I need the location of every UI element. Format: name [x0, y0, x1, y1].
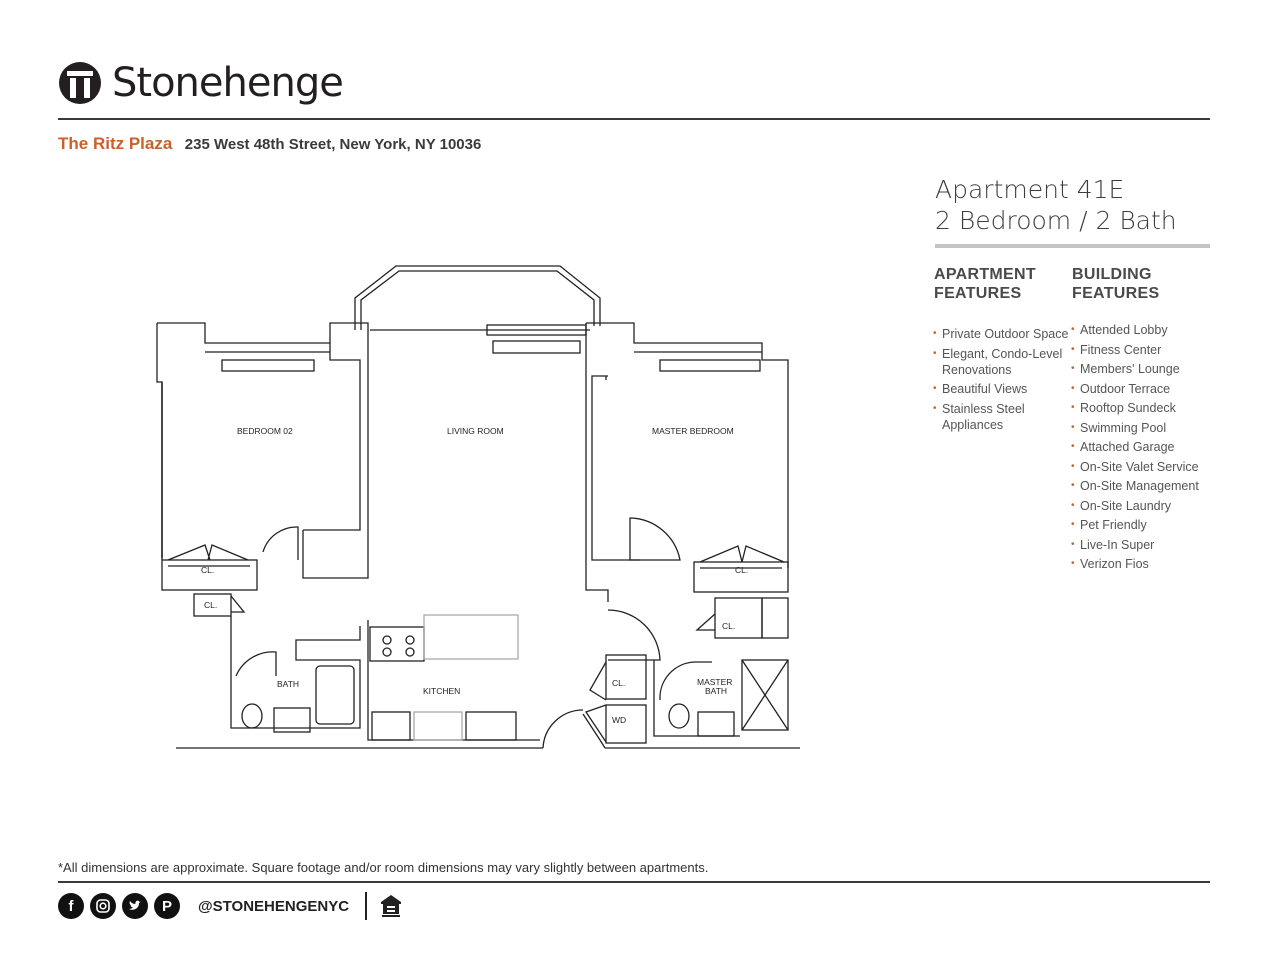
equal-housing-icon: [379, 893, 403, 919]
room-label-bath: BATH: [277, 679, 300, 689]
apartment-features-heading-line2: FEATURES: [934, 285, 1022, 302]
room-label-master-bedroom: MASTER BEDROOM: [652, 426, 734, 436]
facebook-icon[interactable]: f: [58, 893, 84, 919]
brand-name: Stonehenge: [112, 60, 343, 106]
header-divider: [58, 118, 1210, 120]
apartment-unit: Apartment 41E: [935, 175, 1125, 204]
list-item: • On-Site Management: [1072, 478, 1210, 494]
room-label-closet: CL.: [722, 621, 736, 631]
building-name: The Ritz Plaza: [58, 134, 173, 153]
building-features-heading: [1072, 265, 1159, 303]
list-item: • On-Site Laundry: [1072, 498, 1210, 514]
room-label-closet: CL.: [201, 565, 215, 575]
room-label-master-bath-line1: MASTER: [697, 677, 733, 687]
footer-separator: [365, 892, 367, 920]
list-item: • Verizon Fios: [1072, 556, 1210, 572]
room-label-bedroom-02: BEDROOM 02: [237, 426, 293, 436]
building-features-heading-line2: FEATURES: [1072, 285, 1160, 302]
list-item: • Elegant, Condo-Level Renovations: [934, 346, 1069, 378]
building-features-heading-line1: BUILDING: [1072, 266, 1152, 283]
apartment-title-divider: [935, 244, 1210, 248]
brand-logo: [58, 58, 343, 108]
stonehenge-logo-icon: [58, 61, 102, 105]
room-label-closet: CL.: [612, 678, 626, 688]
social-bar: [58, 892, 403, 920]
list-item: • On-Site Valet Service: [1072, 459, 1210, 475]
room-label-living-room: LIVING ROOM: [447, 426, 504, 436]
apartment-features-list: [934, 326, 1069, 436]
list-item: • Live-In Super: [1072, 537, 1210, 553]
social-handle[interactable]: @STONEHENGENYC: [198, 897, 350, 915]
building-features-list: [1072, 322, 1210, 576]
pinterest-icon[interactable]: P: [154, 893, 180, 919]
list-item: • Pet Friendly: [1072, 517, 1210, 533]
list-item: • Members' Lounge: [1072, 361, 1210, 377]
apartment-layout: 2 Bedroom / 2 Bath: [935, 206, 1177, 235]
list-item: • Attached Garage: [1072, 439, 1210, 455]
list-item: • Rooftop Sundeck: [1072, 400, 1210, 416]
list-item: • Swimming Pool: [1072, 420, 1210, 436]
room-label-master-bath-line2: BATH: [705, 686, 728, 696]
building-address-line: [58, 134, 481, 154]
room-label-closet: CL.: [735, 565, 749, 575]
instagram-icon[interactable]: [90, 893, 116, 919]
twitter-icon[interactable]: [122, 893, 148, 919]
list-item: • Outdoor Terrace: [1072, 381, 1210, 397]
room-label-kitchen: KITCHEN: [423, 686, 461, 696]
list-item: • Private Outdoor Space: [934, 326, 1069, 342]
room-label-washer-dryer: WD: [612, 715, 627, 725]
list-item: • Fitness Center: [1072, 342, 1210, 358]
apartment-features-heading: [934, 265, 1036, 303]
building-address: 235 West 48th Street, New York, NY 10036: [184, 136, 482, 153]
list-item: • Beautiful Views: [934, 381, 1069, 397]
room-label-closet: CL.: [204, 600, 218, 610]
disclaimer: *All dimensions are approximate. Square footage and/or room dimensions may vary slightly between apartments.: [58, 860, 709, 875]
apartment-features-heading-line1: APARTMENT: [934, 266, 1036, 283]
footer-divider: [58, 881, 1210, 883]
list-item: • Stainless Steel Appliances: [934, 401, 1069, 433]
apartment-title: [935, 174, 1177, 236]
list-item: • Attended Lobby: [1072, 322, 1210, 338]
